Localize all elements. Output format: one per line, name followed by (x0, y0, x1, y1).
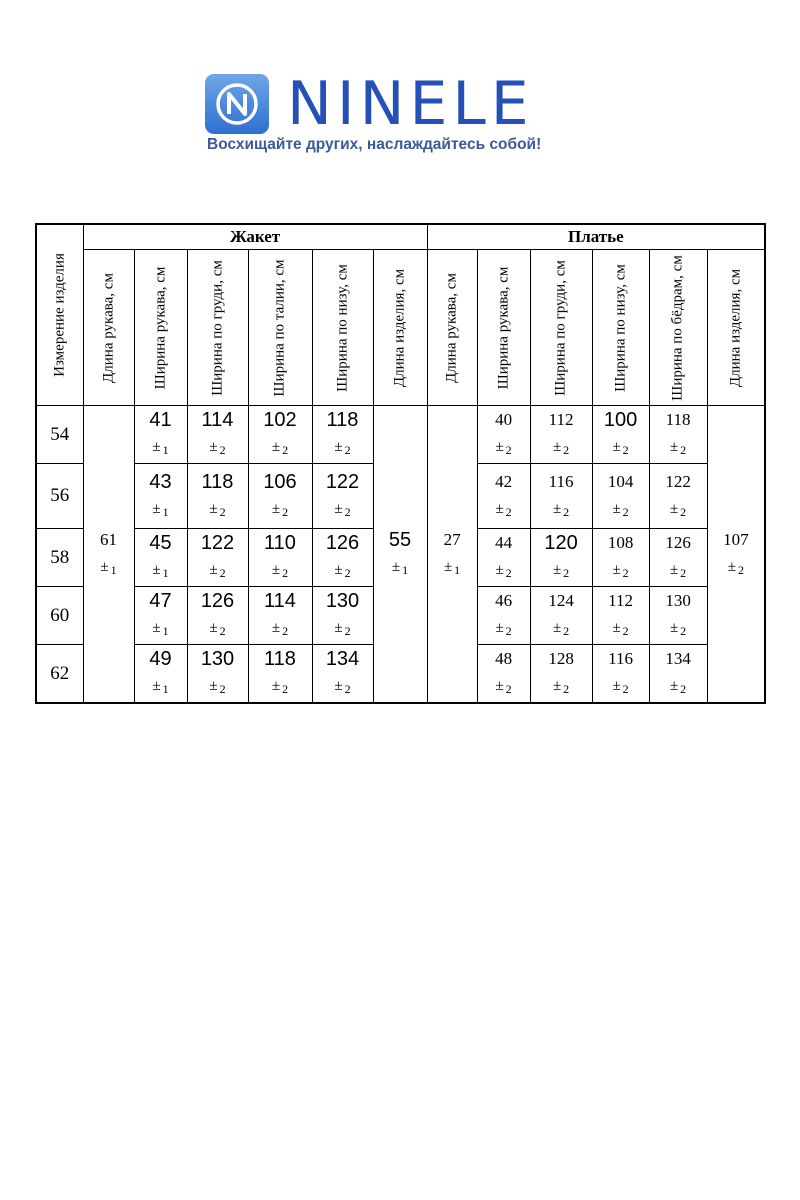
measurement-cell: 40 ± $_2$ (477, 406, 530, 464)
size-label: 60 (36, 587, 83, 645)
measurement-cell: 46 ± $_2$ (477, 587, 530, 645)
column-header-dress: Длина рукава, см (427, 250, 477, 406)
measurement-cell: 124 ± $_2$ (530, 587, 592, 645)
corner-header: Измерение изделия (36, 224, 83, 406)
size-table (35, 223, 766, 704)
group-header-dress: Платье (427, 224, 765, 250)
measurement-cell: 43 ± $_1$ (134, 464, 187, 529)
measurement-cell: 102 ± $_2$ (248, 406, 312, 464)
brand-logo (205, 69, 605, 162)
size-label: 54 (36, 406, 83, 464)
measurement-cell: 49 ± $_1$ (134, 645, 187, 704)
group-header-jacket: Жакет (83, 224, 427, 250)
column-header-dress: Ширина по груди, см (530, 250, 592, 406)
size-label: 58 (36, 529, 83, 587)
measurement-cell: 130 ± $_2$ (187, 645, 248, 704)
column-header-dress: Ширина по бёдрам, см (649, 250, 707, 406)
column-header-jacket: Длина изделия, см (373, 250, 427, 406)
measurement-cell: 47 ± $_1$ (134, 587, 187, 645)
measurement-cell: 108 ± $_2$ (592, 529, 649, 587)
measurement-cell: 118 ± $_2$ (248, 645, 312, 704)
measurement-cell: 130 ± $_2$ (312, 587, 373, 645)
brand-slogan: Восхищайте других, наслаждайтесь собой! (207, 136, 542, 153)
measurement-cell: 116 ± $_2$ (592, 645, 649, 704)
column-header-jacket: Ширина по талии, см (248, 250, 312, 406)
column-header-jacket: Ширина по груди, см (187, 250, 248, 406)
jacket-sleeve-length-cell: 61 ± $_1$ (83, 406, 134, 704)
column-header-jacket: Ширина по низу, см (312, 250, 373, 406)
measurement-cell: 41 ± $_1$ (134, 406, 187, 464)
measurement-cell: 130 ± $_2$ (649, 587, 707, 645)
column-header-dress: Длина изделия, см (707, 250, 765, 406)
brand-name: NINELE (287, 69, 534, 139)
measurement-cell: 126 ± $_2$ (649, 529, 707, 587)
column-header-jacket: Длина рукава, см (83, 250, 134, 406)
measurement-cell: 134 ± $_2$ (649, 645, 707, 704)
measurement-cell: 118 ± $_2$ (649, 406, 707, 464)
measurement-cell: 118 ± $_2$ (187, 464, 248, 529)
column-header-jacket: Ширина рукава, см (134, 250, 187, 406)
measurement-cell: 100 ± $_2$ (592, 406, 649, 464)
measurement-cell: 112 ± $_2$ (530, 406, 592, 464)
measurement-cell: 122 ± $_2$ (649, 464, 707, 529)
measurement-cell: 116 ± $_2$ (530, 464, 592, 529)
measurement-cell: 122 ± $_2$ (187, 529, 248, 587)
size-label: 62 (36, 645, 83, 704)
jacket-length-cell: 55 ± $_1$ (373, 406, 427, 704)
dress-length-cell: 107 ± $_2$ (707, 406, 765, 704)
measurement-cell: 48 ± $_2$ (477, 645, 530, 704)
measurement-cell: 120 ± $_2$ (530, 529, 592, 587)
measurement-cell: 42 ± $_2$ (477, 464, 530, 529)
measurement-cell: 126 ± $_2$ (187, 587, 248, 645)
measurement-cell: 118 ± $_2$ (312, 406, 373, 464)
measurement-cell: 106 ± $_2$ (248, 464, 312, 529)
table-row (36, 406, 765, 464)
measurement-cell: 114 ± $_2$ (187, 406, 248, 464)
measurement-cell: 128 ± $_2$ (530, 645, 592, 704)
column-header-dress: Ширина рукава, см (477, 250, 530, 406)
measurement-cell: 122 ± $_2$ (312, 464, 373, 529)
size-label: 56 (36, 464, 83, 529)
measurement-cell: 134 ± $_2$ (312, 645, 373, 704)
measurement-cell: 44 ± $_2$ (477, 529, 530, 587)
logo-badge-icon (205, 74, 269, 134)
dress-sleeve-length-cell: 27 ± $_1$ (427, 406, 477, 704)
measurement-cell: 112 ± $_2$ (592, 587, 649, 645)
measurement-cell: 45 ± $_1$ (134, 529, 187, 587)
measurement-cell: 126 ± $_2$ (312, 529, 373, 587)
measurement-cell: 104 ± $_2$ (592, 464, 649, 529)
column-header-dress: Ширина по низу, см (592, 250, 649, 406)
measurement-cell: 110 ± $_2$ (248, 529, 312, 587)
measurement-cell: 114 ± $_2$ (248, 587, 312, 645)
